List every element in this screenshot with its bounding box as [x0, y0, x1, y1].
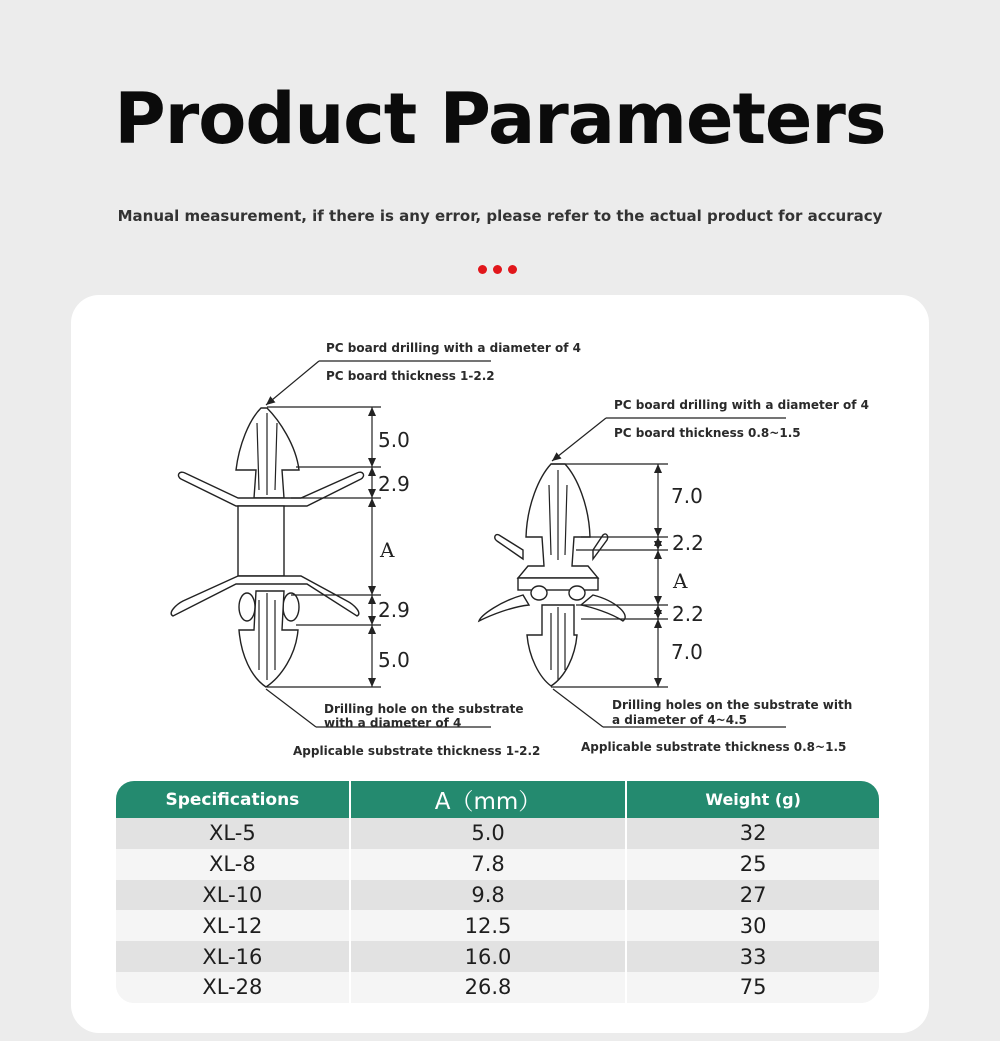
- table-cell: XL-16: [202, 944, 263, 969]
- dim-label: A: [380, 538, 395, 562]
- dimension-diagram: [71, 295, 929, 775]
- dim-label: A: [673, 569, 688, 593]
- table-row: [116, 972, 879, 1003]
- dim-label: 7.0: [671, 484, 703, 508]
- page-subtitle: Manual measurement, if there is any error, please refer to the actual product for accuracy: [117, 207, 883, 225]
- table-cell: 9.8: [349, 880, 626, 911]
- callout-label: Drilling hole on the substrate: [324, 702, 524, 716]
- callout-label: with a diameter of 4: [324, 716, 462, 730]
- dim-label: 5.0: [378, 428, 410, 452]
- dim-label: 2.9: [378, 598, 410, 622]
- dim-label: 5.0: [378, 648, 410, 672]
- specifications-table: [116, 781, 879, 1003]
- dim-label: 2.2: [672, 531, 704, 555]
- callout-label: PC board thickness 0.8~1.5: [614, 426, 801, 440]
- table-row: [116, 849, 879, 880]
- dim-label: 2.2: [672, 602, 704, 626]
- table-row: [116, 880, 879, 911]
- right-callouts: [552, 398, 869, 754]
- dim-label: 2.9: [378, 472, 410, 496]
- table-cell: XL-5: [209, 821, 256, 846]
- table-cell: 33: [625, 941, 879, 972]
- table-body: [116, 818, 879, 1003]
- callout-label: PC board drilling with a diameter of 4: [326, 341, 582, 355]
- callout-label: Applicable substrate thickness 1-2.2: [293, 744, 541, 758]
- dot: [508, 265, 517, 274]
- decorative-dots: [478, 265, 517, 274]
- table-cell: XL-8: [209, 852, 256, 877]
- column-header-a-mm: A（mm）: [349, 781, 626, 818]
- table-cell: 26.8: [349, 972, 626, 1003]
- table-header: [116, 781, 879, 818]
- table-cell: XL-12: [202, 913, 263, 938]
- callout-label: PC board thickness 1-2.2: [326, 369, 495, 383]
- right-spacer-part: [479, 464, 625, 686]
- table-cell: 75: [625, 972, 879, 1003]
- table-cell: 30: [625, 910, 879, 941]
- left-spacer-part: [171, 408, 363, 687]
- table-cell: 25: [625, 849, 879, 880]
- dot: [478, 265, 487, 274]
- column-header-weight: Weight (g): [625, 781, 879, 818]
- dim-label: 7.0: [671, 640, 703, 664]
- table-cell: 5.0: [349, 818, 626, 849]
- callout-label: PC board drilling with a diameter of 4: [614, 398, 870, 412]
- table-row: [116, 910, 879, 941]
- callout-label: Applicable substrate thickness 0.8~1.5: [581, 740, 847, 754]
- left-callouts: [266, 341, 581, 758]
- table-cell: 32: [625, 818, 879, 849]
- callout-label: a diameter of 4~4.5: [612, 713, 747, 727]
- table-cell: 27: [625, 880, 879, 911]
- table-cell: 16.0: [349, 941, 626, 972]
- table-row: [116, 941, 879, 972]
- table-cell: XL-10: [202, 882, 263, 907]
- callout-label: Drilling holes on the substrate with: [612, 698, 853, 712]
- table-cell: XL-28: [202, 975, 263, 1000]
- table-row: [116, 818, 879, 849]
- table-cell: 12.5: [349, 910, 626, 941]
- column-header-specifications: Specifications: [116, 781, 349, 818]
- page-title: Product Parameters: [114, 78, 886, 160]
- dot: [493, 265, 502, 274]
- table-cell: 7.8: [349, 849, 626, 880]
